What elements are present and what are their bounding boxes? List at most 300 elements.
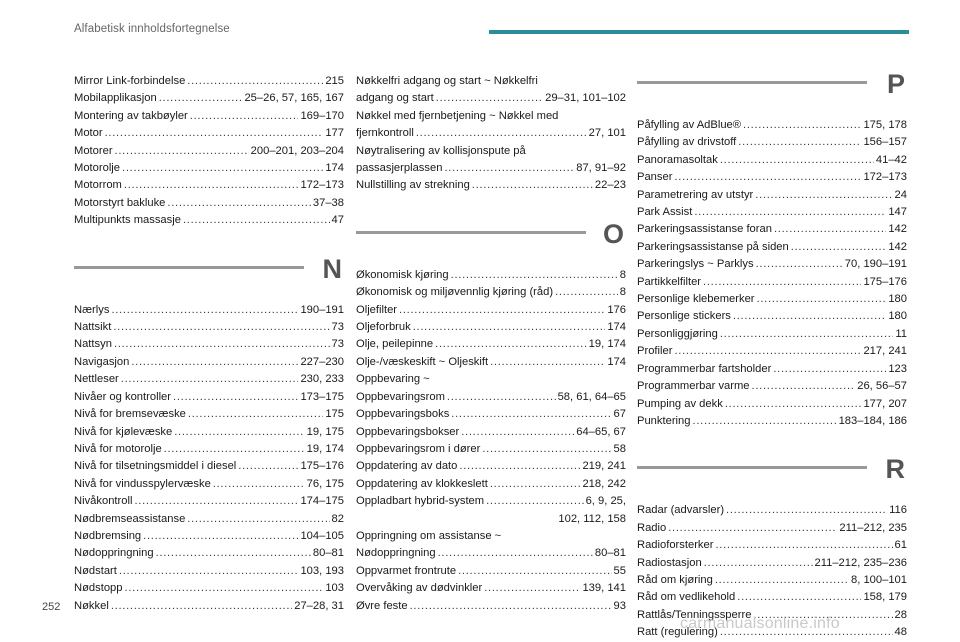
entry-pages: 37–38	[312, 196, 344, 209]
entry-term: Pumping av dekk	[637, 397, 723, 410]
entry-leader	[111, 598, 292, 615]
entry-pages: 172–173	[863, 171, 907, 184]
entry-leader	[704, 555, 813, 572]
index-entry	[356, 493, 626, 510]
index-entry	[74, 424, 344, 441]
index-entry	[74, 177, 344, 194]
index-entry	[74, 598, 344, 615]
entry-term: Nødbremsing	[74, 529, 142, 542]
index-entry	[74, 458, 344, 475]
entry-term: Nettleser	[74, 373, 119, 386]
index-entry	[356, 90, 626, 107]
entry-leader	[113, 319, 329, 336]
entry-pages: 227–230	[300, 355, 344, 368]
entry-term: Oppvarmet frontrute	[356, 564, 457, 577]
entry-pages: 73	[331, 338, 344, 351]
entry-pages: 19, 175	[306, 425, 344, 438]
entry-leader	[694, 204, 886, 221]
entry-pages: 174	[607, 355, 626, 368]
entry-term: Økonomisk og miljøvennlig kjøring (råd)	[356, 286, 554, 299]
entry-leader	[111, 302, 298, 319]
index-entry-heading: Nøkkelfri adgang og start ~ Nøkkelfri	[356, 75, 538, 87]
entry-leader	[143, 528, 298, 545]
index-entry-heading: Nøkkel med fjernbetjening ~ Nøkkel med	[356, 109, 559, 122]
section-letter-n: N	[322, 253, 342, 284]
entry-term: Ratt (regulering)	[637, 626, 718, 639]
entry-pages: 174–175	[300, 495, 344, 508]
entry-leader	[486, 493, 583, 510]
section-letter-p: P	[886, 69, 905, 99]
index-entry	[74, 160, 344, 177]
entry-leader	[413, 319, 606, 336]
index-entry	[637, 239, 907, 256]
index-column-2	[356, 73, 626, 615]
entry-pages: 177, 207	[863, 397, 907, 410]
entry-leader	[451, 406, 611, 423]
entry-term: Programmerbar fartsholder	[637, 362, 772, 375]
index-group-m	[74, 73, 344, 230]
index-entry	[74, 90, 344, 107]
entry-term: Nivå for bremsevæske	[74, 408, 186, 421]
entry-leader	[187, 73, 323, 90]
entry-pages-continued: 102, 112, 158	[558, 512, 626, 525]
entry-pages: 70, 190–191	[844, 258, 907, 271]
entry-pages: 67	[613, 408, 626, 421]
entry-term: Programmerbar varme	[637, 380, 750, 393]
index-entry	[637, 169, 907, 186]
index-entry	[637, 413, 907, 430]
entry-term: Parkeringslys ~ Parklys	[637, 258, 754, 271]
entry-term: Olje-/væskeskift ~ Oljeskift	[356, 355, 489, 368]
entry-term: Økonomisk kjøring	[356, 268, 449, 281]
index-entry	[74, 406, 344, 423]
entry-leader	[703, 274, 861, 291]
index-entry	[74, 511, 344, 528]
index-entry	[637, 152, 907, 169]
section-rule	[74, 266, 304, 269]
entry-pages: 116	[889, 504, 907, 517]
index-entry	[637, 396, 907, 413]
index-entry	[74, 441, 344, 458]
entry-term: Parkeringsassistanse foran	[637, 223, 772, 236]
section-rule	[637, 466, 867, 469]
entry-leader	[725, 396, 862, 413]
entry-term: Nærlys	[74, 303, 110, 316]
entry-pages: 219, 241	[582, 460, 626, 473]
entry-leader	[238, 458, 298, 475]
index-entry	[637, 520, 907, 537]
entry-leader	[715, 572, 849, 589]
entry-pages: 173–175	[300, 390, 344, 403]
index-entry	[637, 274, 907, 291]
index-entry	[74, 354, 344, 371]
index-group-p	[637, 117, 907, 430]
entry-term: adgang og start	[356, 92, 434, 105]
entry-pages: 158, 179	[863, 591, 907, 604]
index-entry	[74, 528, 344, 545]
index-entry-heading: Nøytralisering av kollisjonspute på	[356, 144, 526, 157]
entry-term: Nødstopp	[74, 582, 123, 595]
entry-leader	[774, 221, 886, 238]
index-entry	[356, 125, 626, 142]
entry-leader	[121, 371, 299, 388]
entry-term: Panoramasoltak	[637, 153, 718, 166]
entry-pages: 156–157	[863, 136, 907, 149]
entry-term: Navigasjon	[74, 355, 130, 368]
entry-term: Motorolje	[74, 162, 121, 175]
entry-term: Parkeringsassistanse på siden	[637, 240, 789, 253]
entry-leader	[114, 336, 330, 353]
entry-pages: 41–42	[875, 153, 907, 166]
index-group-n	[74, 302, 344, 615]
entry-pages: 175–176	[863, 275, 907, 288]
index-entry	[356, 389, 626, 406]
entry-term: Oppbevaringsboks	[356, 408, 450, 421]
watermark: carmanualsonline.info	[680, 615, 840, 632]
index-entry	[74, 371, 344, 388]
entry-term: Oppbevaringsbokser	[356, 425, 460, 438]
entry-leader	[188, 406, 323, 423]
index-entry	[637, 204, 907, 221]
entry-leader	[668, 520, 837, 537]
entry-pages: 58, 61, 64–65	[557, 390, 626, 403]
entry-pages: 190–191	[300, 303, 344, 316]
entry-term: Partikkelfilter	[637, 275, 702, 288]
index-entry	[356, 177, 626, 194]
entry-leader	[173, 389, 298, 406]
entry-pages: 29–31, 101–102	[545, 92, 626, 105]
entry-leader	[458, 563, 611, 580]
entry-leader	[167, 195, 310, 212]
entry-pages: 169–170	[300, 109, 344, 122]
entry-term: Nødstart	[74, 564, 117, 577]
entry-pages: 27–28, 31	[294, 599, 344, 612]
section-head-p	[637, 69, 907, 113]
entry-leader	[156, 545, 311, 562]
entry-leader	[490, 476, 581, 493]
entry-term: Nullstilling av strekning	[356, 179, 470, 192]
entry-term: fjernkontroll	[356, 127, 414, 140]
index-entry	[356, 598, 626, 615]
index-entry	[356, 424, 626, 441]
entry-leader	[715, 537, 892, 554]
index-entry	[74, 212, 344, 229]
entry-term: Punktering	[637, 414, 691, 427]
entry-term: Nødoppringning	[356, 547, 436, 560]
entry-leader	[213, 476, 305, 493]
entry-leader	[773, 361, 886, 378]
index-entry	[74, 389, 344, 406]
entry-leader	[416, 125, 587, 142]
entry-leader	[122, 160, 323, 177]
entry-term: Personliggjøring	[637, 327, 718, 340]
entry-leader	[791, 239, 887, 256]
entry-term: Multipunkts massasje	[74, 214, 181, 227]
entry-leader	[674, 343, 861, 360]
entry-leader	[125, 580, 324, 597]
entry-leader	[444, 160, 574, 177]
entry-term: Personlige stickers	[637, 310, 731, 323]
entry-term: Nattsikt	[74, 321, 112, 334]
entry-leader	[482, 441, 611, 458]
entry-pages: 175–176	[300, 460, 344, 473]
index-entry-heading: Oppbevaring ~	[356, 373, 430, 386]
index-entry	[356, 441, 626, 458]
entry-term: Olje, peilepinne	[356, 338, 434, 351]
index-entry-heading: Oppringning om assistanse ~	[356, 529, 502, 542]
index-column-1	[74, 73, 344, 615]
entry-leader	[752, 378, 856, 395]
entry-pages: 24	[894, 188, 907, 201]
index-entry	[637, 117, 907, 134]
entry-term: Motor	[74, 127, 103, 140]
index-entry	[637, 589, 907, 606]
section-rule	[637, 81, 867, 84]
index-entry	[356, 336, 626, 353]
entry-term: Nøkkel	[74, 599, 109, 612]
entry-leader	[187, 511, 329, 528]
entry-leader	[119, 563, 299, 580]
entry-pages: 174	[607, 321, 626, 334]
entry-term: Overvåking av dødvinkler	[356, 582, 483, 595]
entry-pages: 27, 101	[588, 127, 626, 140]
entry-pages: 61	[894, 539, 907, 552]
entry-pages: 25–26, 57, 165, 167	[244, 92, 344, 105]
entry-pages: 103	[325, 582, 344, 595]
entry-leader	[159, 90, 243, 107]
entry-term: Oppdatering av dato	[356, 460, 458, 473]
section-rule	[356, 231, 586, 234]
index-entry	[637, 221, 907, 238]
entry-term: Motorrom	[74, 179, 122, 192]
entry-leader	[555, 284, 618, 301]
index-entry	[637, 572, 907, 589]
index-entry	[356, 580, 626, 597]
index-entry	[637, 343, 907, 360]
section-head-n	[74, 253, 344, 298]
index-entry	[74, 336, 344, 353]
index-group-o-a	[356, 267, 626, 371]
entry-pages: 103, 193	[300, 564, 344, 577]
entry-term: Radiostasjon	[637, 556, 702, 569]
index-entry	[637, 187, 907, 204]
index-entry	[74, 476, 344, 493]
index-entry	[637, 378, 907, 395]
entry-leader	[756, 256, 843, 273]
entry-pages: 48	[894, 626, 907, 639]
entry-pages: 217, 241	[863, 345, 907, 358]
entry-leader	[399, 302, 605, 319]
index-entry	[356, 563, 626, 580]
entry-pages: 142	[888, 223, 907, 236]
entry-pages: 139, 141	[582, 582, 626, 595]
entry-leader	[738, 134, 861, 151]
entry-leader	[490, 354, 605, 371]
entry-leader	[484, 580, 580, 597]
entry-leader	[472, 177, 593, 194]
index-entry	[356, 406, 626, 423]
entry-term: Påfylling av AdBlue®	[637, 119, 742, 131]
page-number: 252	[42, 601, 61, 613]
entry-pages: 177	[325, 127, 344, 140]
entry-leader	[451, 267, 618, 284]
entry-pages: 47	[331, 214, 344, 227]
entry-leader	[124, 177, 299, 194]
entry-leader	[438, 545, 593, 562]
index-entry	[356, 302, 626, 319]
index-entry	[74, 73, 344, 90]
entry-pages: 64–65, 67	[576, 425, 626, 438]
entry-pages: 82	[331, 512, 344, 525]
entry-pages: 80–81	[312, 547, 344, 560]
entry-leader	[726, 502, 887, 519]
entry-leader	[190, 108, 299, 125]
entry-term: Påfylling av drivstoff	[637, 136, 737, 149]
entry-pages: 180	[888, 310, 907, 323]
entry-term: Nødoppringning	[74, 547, 154, 560]
entry-pages: 200–201, 203–204	[250, 144, 344, 157]
index-entry	[637, 134, 907, 151]
entry-term: passasjerplassen	[356, 162, 443, 175]
index-entry	[637, 256, 907, 273]
entry-term: Parametrering av utstyr	[637, 188, 754, 201]
entry-pages: 172–173	[300, 179, 344, 192]
index-entry	[74, 545, 344, 562]
entry-pages: 76, 175	[306, 477, 344, 490]
entry-pages: 215	[325, 75, 344, 87]
header-accent-bar	[489, 30, 909, 34]
entry-term: Nivå for motorolje	[74, 442, 162, 455]
index-entry	[74, 493, 344, 510]
index-entry	[637, 308, 907, 325]
index-entry	[356, 545, 626, 562]
entry-leader	[737, 589, 861, 606]
index-entry	[74, 563, 344, 580]
entry-leader	[720, 152, 874, 169]
index-group-o-c	[356, 545, 626, 615]
entry-pages: 28	[894, 608, 907, 621]
entry-pages: 73	[331, 321, 344, 334]
entry-term: Oppdatering av klokkeslett	[356, 477, 488, 490]
entry-leader	[755, 187, 892, 204]
entry-pages: 58	[613, 442, 626, 455]
entry-term: Oppbevaringsrom	[356, 390, 445, 403]
entry-leader	[693, 413, 837, 430]
entry-pages: 8, 100–101	[851, 573, 907, 586]
entry-term: Profiler	[637, 345, 673, 358]
entry-pages: 174	[325, 162, 344, 175]
entry-leader	[720, 326, 894, 343]
entry-pages: 175	[325, 408, 344, 421]
index-entry	[356, 267, 626, 284]
entry-term: Nivåkontroll	[74, 495, 133, 508]
entry-term: Personlige klebemerker	[637, 293, 755, 306]
entry-pages: 8	[619, 286, 626, 299]
entry-term: Mobilapplikasjon	[74, 92, 157, 105]
entry-pages: 218, 242	[582, 477, 626, 490]
entry-term: Nødbremseassistanse	[74, 512, 186, 525]
index-entry	[356, 319, 626, 336]
entry-leader	[447, 389, 556, 406]
index-entry	[637, 555, 907, 572]
entry-pages: 26, 56–57	[857, 380, 907, 393]
entry-pages: 147	[888, 206, 907, 219]
entry-term: Oppbevaringsrom i dører	[356, 442, 481, 455]
index-entry	[356, 476, 626, 493]
index-entry	[637, 537, 907, 554]
entry-term: Radioforsterker	[637, 539, 714, 552]
entry-term: Radio	[637, 521, 667, 534]
entry-leader	[757, 291, 887, 308]
entry-term: Radar (advarsler)	[637, 504, 725, 517]
entry-leader	[436, 90, 543, 107]
entry-leader	[743, 117, 861, 134]
entry-pages: 80–81	[594, 547, 626, 560]
entry-term: Oljefilter	[356, 303, 398, 316]
index-entry	[356, 284, 626, 301]
entry-term: Motorstyrt bakluke	[74, 196, 166, 209]
entry-leader	[131, 354, 298, 371]
entry-pages: 11	[895, 327, 907, 340]
index-entry	[637, 291, 907, 308]
entry-term: Nivå for kjølevæske	[74, 425, 173, 438]
entry-leader	[459, 458, 580, 475]
index-entry	[74, 580, 344, 597]
index-column-3	[637, 69, 907, 642]
entry-pages: 55	[613, 564, 626, 577]
entry-term: Oppladbart hybrid-system	[356, 495, 485, 508]
entry-term: Rattlås/Tenningssperre	[637, 608, 752, 621]
entry-leader	[164, 441, 305, 458]
entry-leader	[410, 598, 612, 615]
index-entry	[74, 302, 344, 319]
entry-pages: 123	[888, 362, 907, 375]
entry-term: Nattsyn	[74, 338, 112, 351]
entry-term: Øvre feste	[356, 599, 408, 612]
entry-pages: 19, 174	[588, 338, 626, 351]
entry-pages: 175, 178	[863, 119, 907, 131]
index-entry	[637, 502, 907, 519]
entry-pages: 211–212, 235	[839, 521, 907, 534]
entry-pages: 8	[619, 268, 626, 281]
entry-pages: 104–105	[300, 529, 344, 542]
entry-term: Nivå for tilsetningsmiddel i diesel	[74, 460, 237, 473]
entry-leader	[105, 125, 324, 142]
index-group-o-b	[356, 389, 626, 511]
entry-pages: 93	[613, 599, 626, 612]
entry-pages: 180	[888, 293, 907, 306]
index-entry	[637, 326, 907, 343]
entry-leader	[115, 143, 249, 160]
index-entry	[74, 143, 344, 160]
entry-leader	[134, 493, 298, 510]
entry-pages: 6, 9, 25,	[585, 495, 626, 508]
entry-term: Park Assist	[637, 206, 693, 219]
entry-term: Oljeforbruk	[356, 321, 411, 334]
index-entry	[356, 160, 626, 177]
entry-leader	[174, 424, 304, 441]
entry-pages: 211–212, 235–236	[814, 556, 907, 569]
entry-leader	[461, 424, 574, 441]
entry-term: Nivåer og kontroller	[74, 390, 172, 403]
entry-term: Nivå for vindusspylervæske	[74, 477, 211, 490]
entry-leader	[733, 308, 886, 325]
index-entry	[356, 458, 626, 475]
section-head-o	[356, 218, 626, 263]
entry-term: Montering av takbøyler	[74, 109, 188, 122]
entry-term: Panser	[637, 171, 673, 184]
entry-leader	[183, 212, 330, 229]
